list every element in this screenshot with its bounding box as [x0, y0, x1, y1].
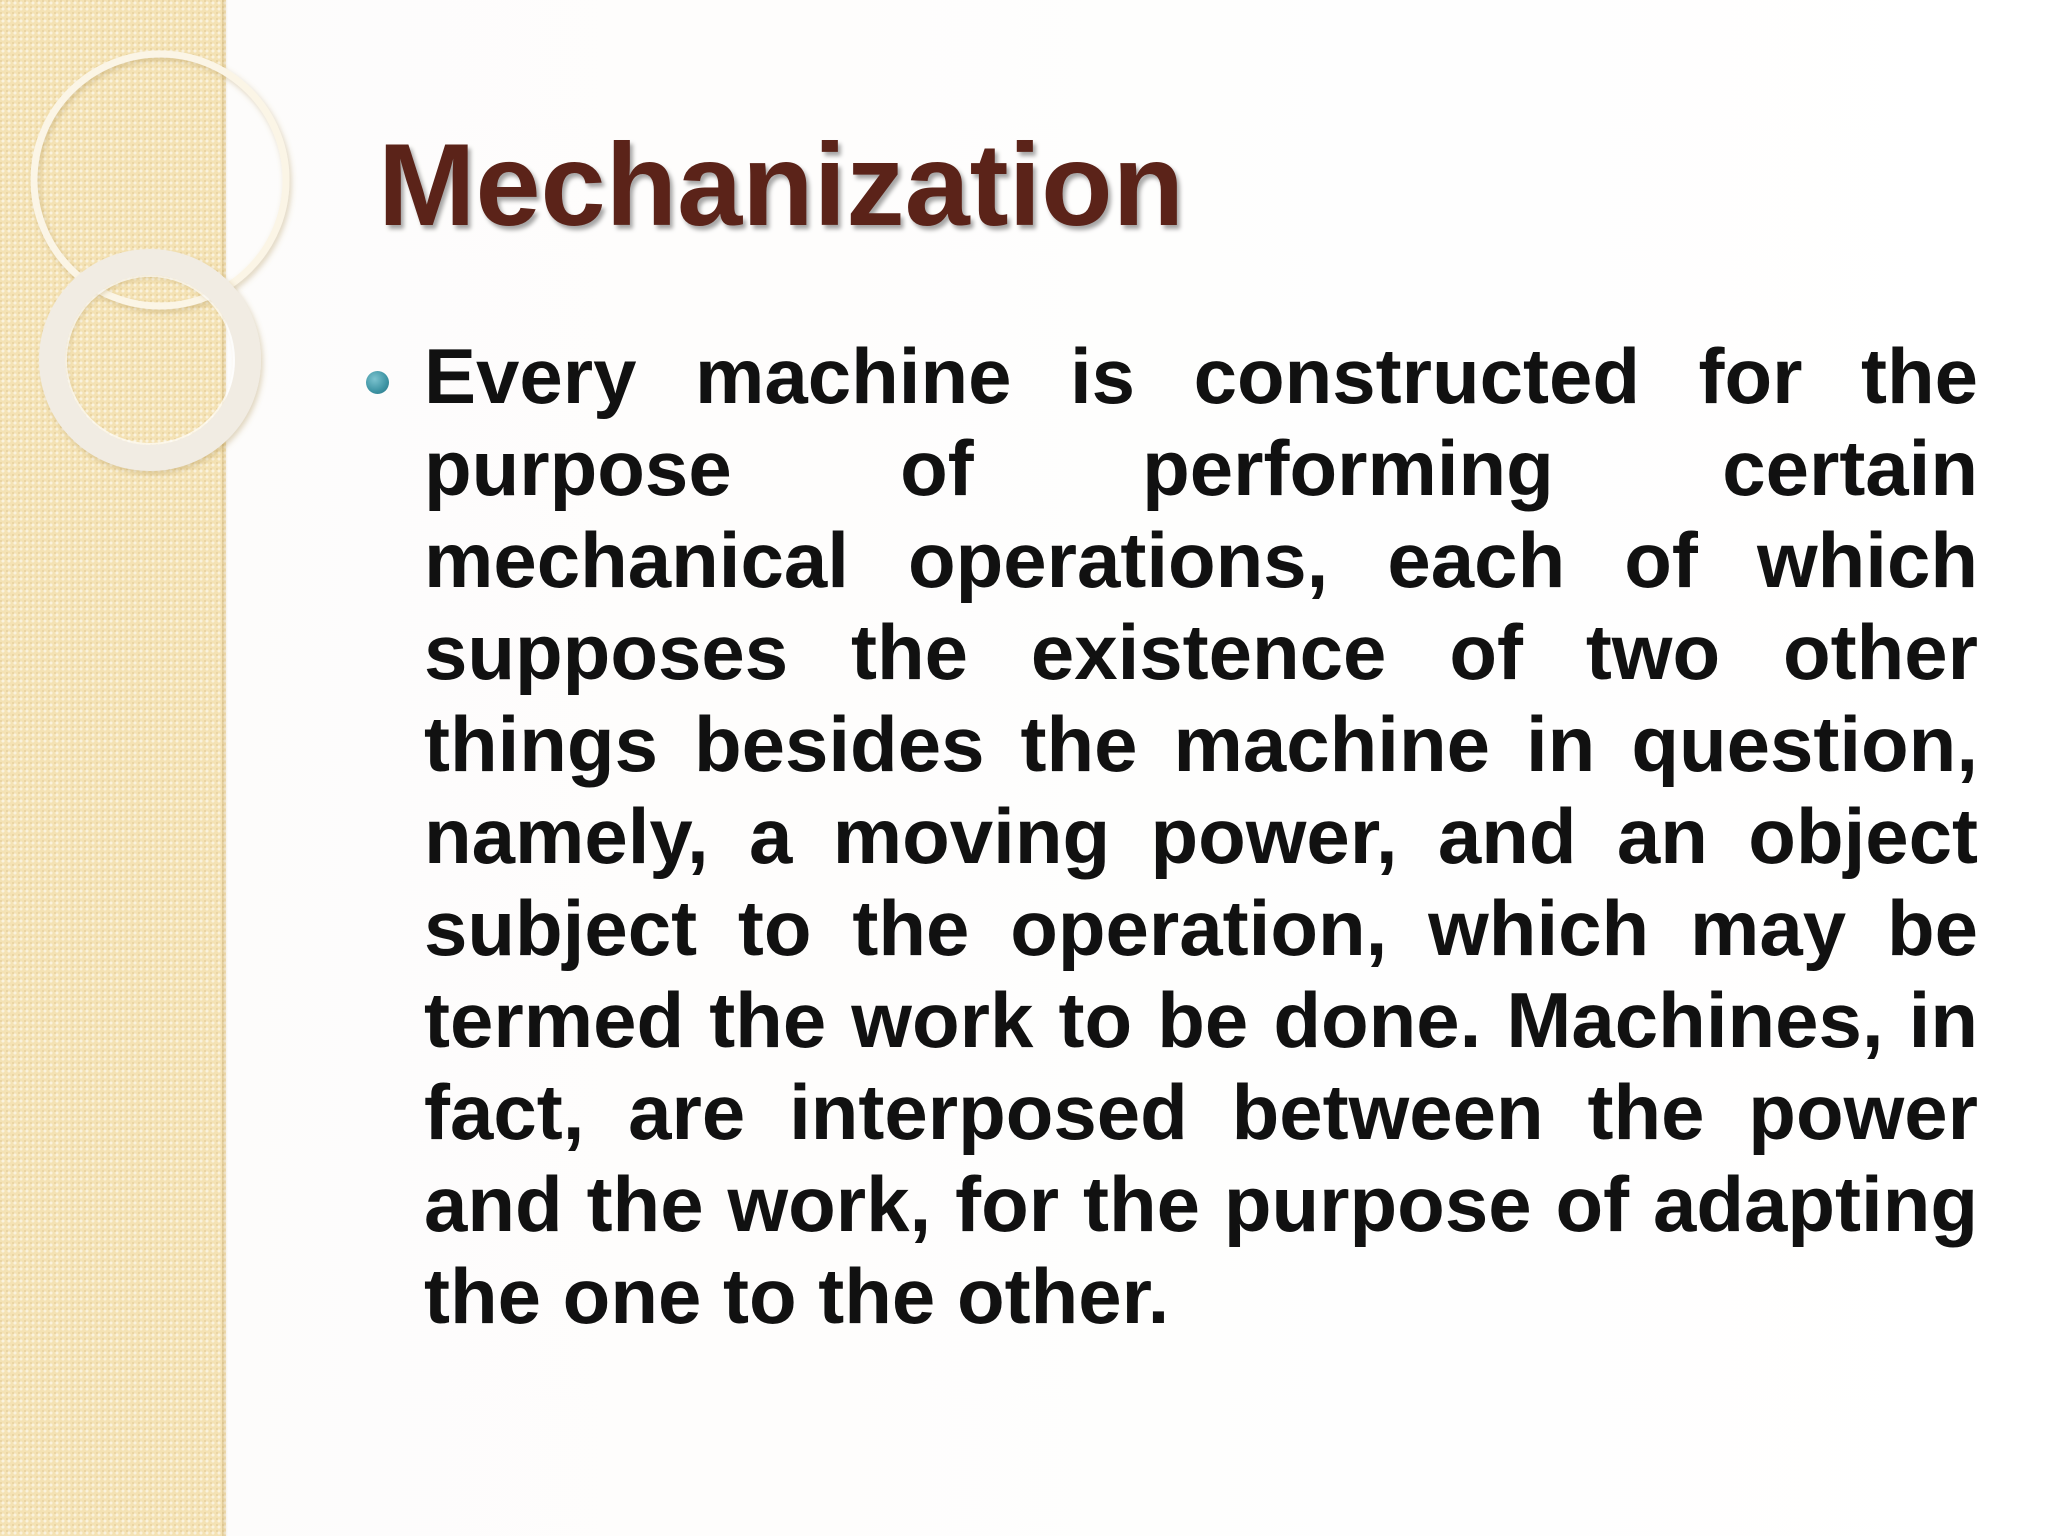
bullet-text: Every machine is constructed for the purpose of performing certain mechanical operations, each of which supposes the existence of two other things besides the machine in question, namely, a moving power, and an object subject to the operation, which may be termed the work to be done. Machines, in fact, are interposed between the power and the work, for the purpose of adapting the one to the other. — [424, 332, 1978, 1340]
slide-title: Mechanization — [378, 119, 1185, 250]
small-ring — [52, 262, 248, 458]
decorative-rings — [0, 0, 260, 520]
small-ring-inner-line — [66, 276, 234, 444]
bullet-dot-icon — [366, 371, 389, 394]
